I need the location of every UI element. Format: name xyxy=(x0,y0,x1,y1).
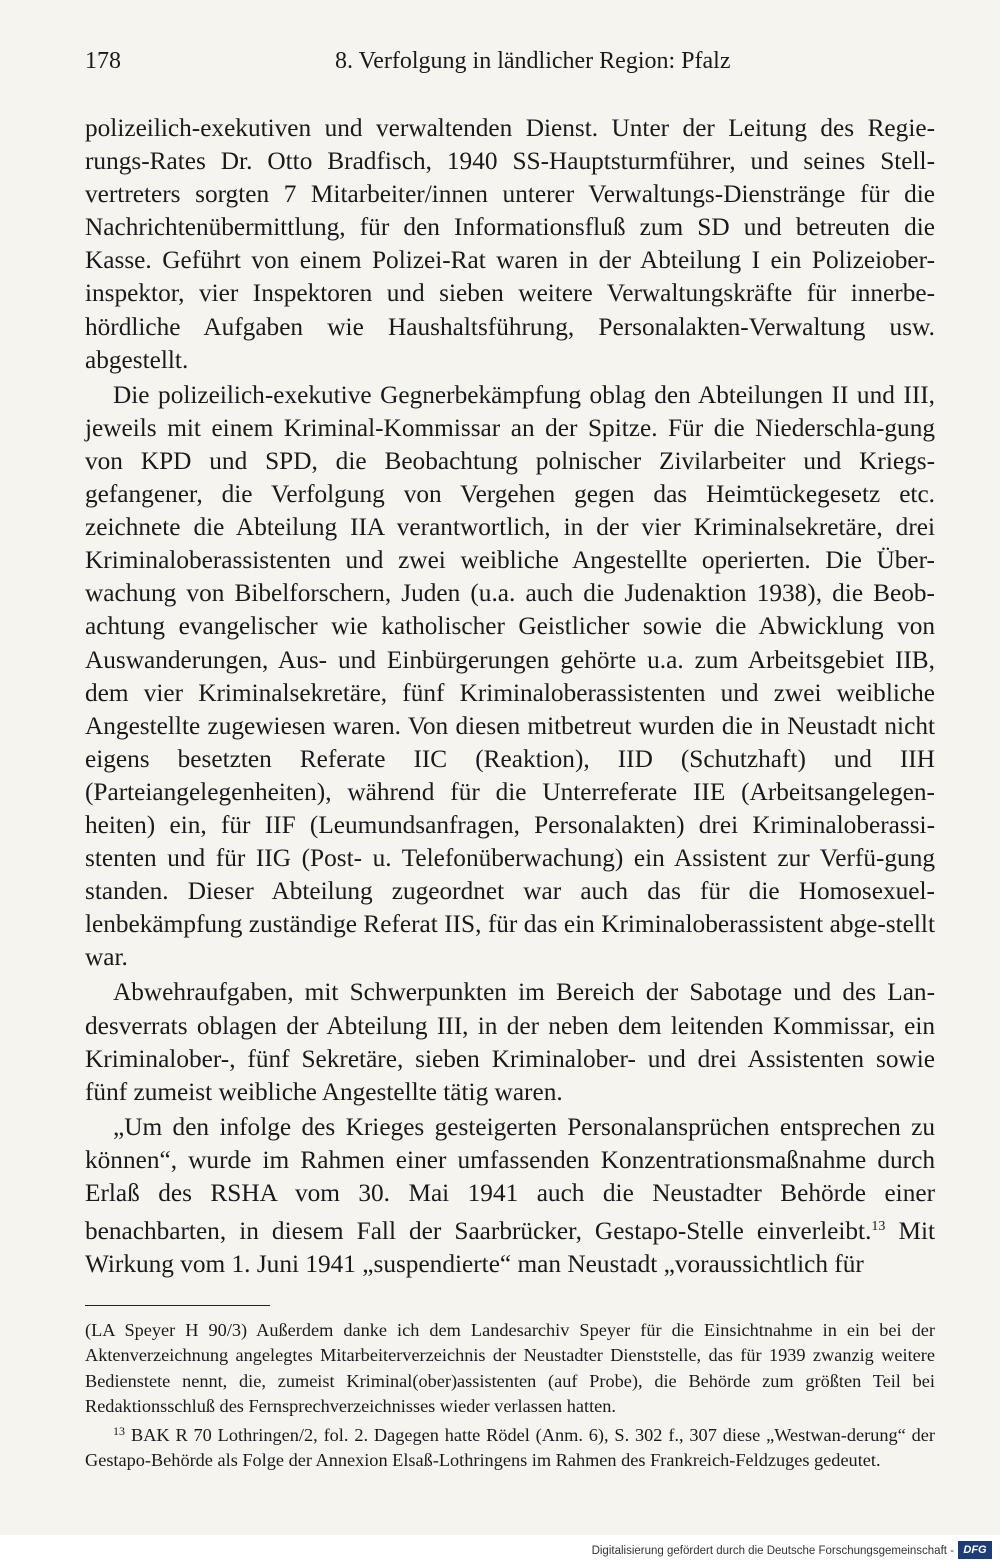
dfg-logo: DFG xyxy=(958,1541,992,1559)
footnote-reference: 13 xyxy=(871,1219,886,1235)
paragraph: Die polizeilich-exekutive Gegnerbekämpfung oblag den Abteilungen II und III, jeweils mit einem Kriminal-Kommissar an der Spitze. Für die Niederschla-gung von KPD und SPD, die Beobachtung polnischer Zivilarbeiter und Kriegs-gefangener, die Verfolgung von Vergehen gegen das Heimtückegesetz etc. zeichnete die Abteilung IIA verantwortlich, in der vier Kriminalsekretäre, drei Kriminaloberassistenten und zwei weibliche Angestellte operierten. Die Über-wachung von Bibelforschern, Juden (u.a. auch die Judenaktion 1938), die Beob-achtung evangelischer wie katholischer Geistlicher sowie die Abwicklung von Auswanderungen, Aus- und Einbürgerungen gehörte u.a. zum Arbeitsgebiet IIB, dem vier Kriminalsekretäre, fünf Kriminaloberassistenten und zwei weibliche Angestellte zugewiesen waren. Von diesen mitbetreut wurden die in Neustadt nicht eigens besetzten Referate IIC (Reaktion), IID (Schutzhaft) und IIH (Parteiangelegenheiten), während für die Unterreferate IIE (Arbeitsangelegen-heiten) ein, für IIF (Leumundsanfragen, Personalakten) drei Kriminaloberassi-stenten und für IIG (Post- u. Telefonüberwachung) ein Assistent zur Verfü-gung standen. Dieser Abteilung zugeordnet war auch das für die Homosexuel-lenbekämpfung zuständige Referat IIS, für das ein Kriminaloberassistent abge-stellt war. xyxy=(85,380,935,972)
footnote-text: BAK R 70 Lothringen/2, fol. 2. Dagegen hatte Rödel (Anm. 6), S. 302 f., 307 diese „Westwan-derung“ der Gestapo-Behörde als Folge der Annexion Elsaß-Lothringens im Rahmen des Frankreich-Feldzuges gedeutet. xyxy=(85,1425,935,1471)
page-header xyxy=(85,48,915,84)
footnote-divider xyxy=(85,1305,270,1306)
paragraph: Abwehraufgaben, mit Schwerpunkten im Bereich der Sabotage und des Lan-desverrats oblagen der Abteilung III, in der neben dem leitenden Kommissar, ein Kriminalober-, fünf Sekretäre, sieben Kriminalober- und drei Assistenten sowie fünf zumeist weibliche Angestellte tätig waren. xyxy=(85,978,935,1106)
digitization-credit: Digitalisierung gefördert durch die Deutsche Forschungsgemeinschaft - xyxy=(591,1545,954,1557)
footnote-13 xyxy=(85,1419,935,1474)
paragraph: polizeilich-exekutiven und verwaltenden Dienst. Unter der Leitung des Regie-rungs-Rates Dr. Otto Bradfisch, 1940 SS-Hauptsturmführer, und seines Stell-vertreters sorgten 7 Mitarbeiter/innen unterer Verwaltungs-Dienstränge für die Nachrichtenübermittlung, für den Informationsfluß zum SD und betreuten die Kasse. Geführt von einem Polizei-Rat waren in der Abteilung I ein Polizeiober-inspektor, vier Inspektoren und sieben weitere Verwaltungskräfte für innerbe-hördliche Aufgaben wie Haushaltsführung, Personalakten-Verwaltung usw. abgestellt. xyxy=(85,114,935,374)
footnotes xyxy=(85,1318,935,1474)
page-number: 178 xyxy=(85,48,121,74)
paragraph-text: „Um den infolge des Krieges gesteigerten Personalansprüchen entsprechen zu können“, wurde im Rahmen einer umfassenden Konzentrationsmaßnahme durch Erlaß des RSHA vom 30. Mai 1941 auch die Neustadter Behörde einer benachbarten, in diesem Fall der Saarbrücker, Gestapo-Stelle einverleibt. xyxy=(85,1112,935,1246)
running-title: 8. Verfolgung in ländlicher Region: Pfalz xyxy=(335,48,731,74)
main-text xyxy=(85,112,935,1281)
paragraph-text: Mit Wirkung vom 1. Juni 1941 „suspendierte“ man Neustadt „voraussichtlich für xyxy=(85,1217,936,1279)
paragraph xyxy=(85,1111,935,1281)
footnote-continued: (LA Speyer H 90/3) Außerdem danke ich dem Landesarchiv Speyer für die Einsichtnahme in ein bei der Aktenverzeichnung angelegtes Mitarbeiterverzeichnis der Neustadter Dienststelle, das für 1939 zwanzig weitere Bedienstete nennt, die, zumeist Kriminal(ober)assistenten (auf Probe), die Behörde zum größten Teil bei Redaktionsschluß des Fernsprechverzeichnisses wieder verlassen hatten. xyxy=(85,1320,935,1416)
footnote-marker: 13 xyxy=(113,1424,125,1439)
